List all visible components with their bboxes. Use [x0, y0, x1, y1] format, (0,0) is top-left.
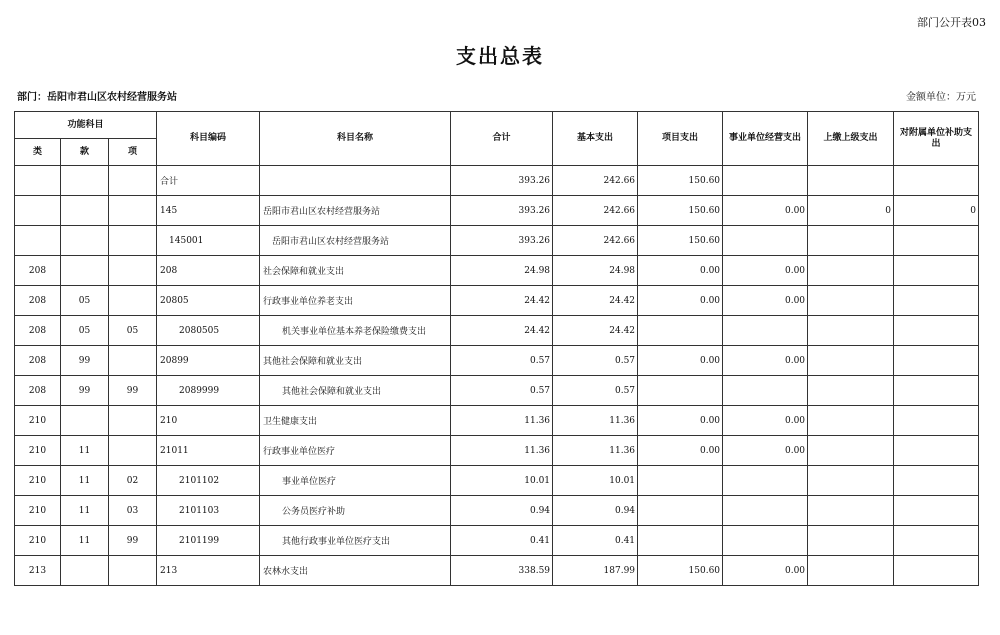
cell-name: 事业单位医疗 [260, 466, 451, 496]
header-lei: 类 [15, 139, 61, 166]
header-kuan: 款 [61, 139, 109, 166]
table-row [15, 226, 979, 256]
cell-code: 21011 [157, 436, 260, 466]
cell-kuan [61, 406, 109, 436]
cell-business [723, 226, 808, 256]
cell-lei: 210 [15, 406, 61, 436]
cell-basic: 11.36 [553, 436, 638, 466]
cell-xiang [109, 436, 157, 466]
cell-xiang [109, 406, 157, 436]
table-row [15, 466, 979, 496]
cell-basic: 0.57 [553, 346, 638, 376]
cell-lei: 208 [15, 316, 61, 346]
cell-total: 0.57 [451, 376, 553, 406]
cell-name: 卫生健康支出 [260, 406, 451, 436]
cell-subsidy: 0 [894, 196, 979, 226]
cell-code: 145001 [157, 226, 260, 256]
cell-upper [808, 346, 894, 376]
cell-xiang: 03 [109, 496, 157, 526]
cell-business [723, 496, 808, 526]
cell-xiang: 99 [109, 526, 157, 556]
cell-subsidy [894, 496, 979, 526]
cell-kuan: 05 [61, 286, 109, 316]
cell-name: 行政事业单位医疗 [260, 436, 451, 466]
cell-subsidy [894, 466, 979, 496]
cell-project [638, 316, 723, 346]
header-code: 科目编码 [157, 112, 260, 166]
cell-kuan [61, 256, 109, 286]
cell-code: 2101102 [157, 466, 260, 496]
cell-total: 24.98 [451, 256, 553, 286]
table-row [15, 196, 979, 226]
cell-business [723, 466, 808, 496]
cell-subsidy [894, 436, 979, 466]
cell-total: 393.26 [451, 196, 553, 226]
cell-basic: 24.42 [553, 286, 638, 316]
cell-xiang [109, 256, 157, 286]
cell-lei: 210 [15, 496, 61, 526]
cell-business: 0.00 [723, 286, 808, 316]
cell-name: 其他社会保障和就业支出 [260, 346, 451, 376]
cell-business: 0.00 [723, 256, 808, 286]
cell-upper [808, 256, 894, 286]
cell-name: 农林水支出 [260, 556, 451, 586]
header-upper: 上缴上级支出 [808, 112, 894, 166]
cell-code: 145 [157, 196, 260, 226]
cell-name: 公务员医疗补助 [260, 496, 451, 526]
amount-unit-label: 金额单位：万元 [906, 92, 976, 103]
cell-basic: 11.36 [553, 406, 638, 436]
cell-lei: 210 [15, 466, 61, 496]
cell-total: 0.94 [451, 496, 553, 526]
cell-upper [808, 556, 894, 586]
table-row [15, 406, 979, 436]
cell-business: 0.00 [723, 406, 808, 436]
cell-kuan: 11 [61, 466, 109, 496]
cell-name: 其他社会保障和就业支出 [260, 376, 451, 406]
cell-name [260, 166, 451, 196]
cell-kuan: 99 [61, 376, 109, 406]
cell-kuan: 05 [61, 316, 109, 346]
cell-upper: 0 [808, 196, 894, 226]
table-row [15, 436, 979, 466]
cell-subsidy [894, 526, 979, 556]
cell-lei: 208 [15, 346, 61, 376]
cell-project: 0.00 [638, 286, 723, 316]
cell-upper [808, 406, 894, 436]
cell-subsidy [894, 406, 979, 436]
cell-lei: 208 [15, 256, 61, 286]
cell-upper [808, 376, 894, 406]
cell-lei [15, 196, 61, 226]
cell-xiang [109, 226, 157, 256]
cell-code: 合计 [157, 166, 260, 196]
cell-upper [808, 466, 894, 496]
cell-xiang [109, 196, 157, 226]
cell-kuan [61, 226, 109, 256]
cell-kuan: 11 [61, 436, 109, 466]
cell-upper [808, 526, 894, 556]
cell-basic: 242.66 [553, 166, 638, 196]
cell-upper [808, 496, 894, 526]
cell-xiang [109, 556, 157, 586]
table-row [15, 556, 979, 586]
cell-lei: 208 [15, 286, 61, 316]
cell-business [723, 316, 808, 346]
cell-name: 其他行政事业单位医疗支出 [260, 526, 451, 556]
cell-basic: 0.41 [553, 526, 638, 556]
cell-basic: 10.01 [553, 466, 638, 496]
cell-upper [808, 166, 894, 196]
cell-upper [808, 226, 894, 256]
cell-name: 岳阳市君山区农村经营服务站 [260, 226, 451, 256]
cell-project: 0.00 [638, 256, 723, 286]
header-name: 科目名称 [260, 112, 451, 166]
cell-xiang [109, 346, 157, 376]
cell-basic: 24.42 [553, 316, 638, 346]
cell-project [638, 376, 723, 406]
cell-total: 11.36 [451, 436, 553, 466]
cell-project [638, 526, 723, 556]
cell-lei: 210 [15, 436, 61, 466]
cell-total: 338.59 [451, 556, 553, 586]
table-row [15, 376, 979, 406]
cell-basic: 24.98 [553, 256, 638, 286]
cell-business: 0.00 [723, 556, 808, 586]
header-subsidy: 对附属单位补助支出 [894, 112, 979, 166]
cell-subsidy [894, 346, 979, 376]
page-title: 支出总表 [456, 44, 544, 68]
cell-kuan [61, 556, 109, 586]
cell-xiang [109, 286, 157, 316]
cell-subsidy [894, 226, 979, 256]
header-business: 事业单位经营支出 [723, 112, 808, 166]
cell-code: 213 [157, 556, 260, 586]
cell-lei: 213 [15, 556, 61, 586]
cell-kuan: 99 [61, 346, 109, 376]
cell-project: 150.60 [638, 226, 723, 256]
cell-business [723, 376, 808, 406]
cell-name: 社会保障和就业支出 [260, 256, 451, 286]
cell-subsidy [894, 256, 979, 286]
header-func-subject: 功能科目 [15, 112, 157, 139]
cell-basic: 187.99 [553, 556, 638, 586]
cell-lei [15, 166, 61, 196]
cell-lei: 208 [15, 376, 61, 406]
cell-code: 2089999 [157, 376, 260, 406]
cell-xiang: 99 [109, 376, 157, 406]
cell-lei [15, 226, 61, 256]
cell-code: 2101199 [157, 526, 260, 556]
cell-total: 11.36 [451, 406, 553, 436]
cell-project: 0.00 [638, 346, 723, 376]
cell-kuan: 11 [61, 496, 109, 526]
table-row [15, 286, 979, 316]
cell-project: 150.60 [638, 196, 723, 226]
cell-xiang: 02 [109, 466, 157, 496]
table-row [15, 526, 979, 556]
cell-subsidy [894, 316, 979, 346]
table-row [15, 496, 979, 526]
cell-kuan [61, 166, 109, 196]
header-basic: 基本支出 [553, 112, 638, 166]
cell-lei: 210 [15, 526, 61, 556]
cell-code: 2101103 [157, 496, 260, 526]
cell-code: 208 [157, 256, 260, 286]
cell-xiang [109, 166, 157, 196]
cell-project: 0.00 [638, 436, 723, 466]
table-row [15, 316, 979, 346]
cell-total: 393.26 [451, 226, 553, 256]
cell-code: 20899 [157, 346, 260, 376]
cell-xiang: 05 [109, 316, 157, 346]
cell-total: 0.41 [451, 526, 553, 556]
cell-name: 行政事业单位养老支出 [260, 286, 451, 316]
cell-total: 24.42 [451, 286, 553, 316]
cell-code: 2080505 [157, 316, 260, 346]
cell-subsidy [894, 166, 979, 196]
cell-total: 0.57 [451, 346, 553, 376]
cell-project: 0.00 [638, 406, 723, 436]
cell-business: 0.00 [723, 196, 808, 226]
cell-basic: 0.94 [553, 496, 638, 526]
form-number: 部门公开表03 [917, 16, 986, 29]
table-row [15, 346, 979, 376]
header-project: 项目支出 [638, 112, 723, 166]
cell-basic: 242.66 [553, 196, 638, 226]
cell-kuan [61, 196, 109, 226]
cell-total: 10.01 [451, 466, 553, 496]
cell-total: 393.26 [451, 166, 553, 196]
cell-upper [808, 316, 894, 346]
cell-total: 24.42 [451, 316, 553, 346]
cell-subsidy [894, 286, 979, 316]
cell-project [638, 496, 723, 526]
cell-basic: 242.66 [553, 226, 638, 256]
cell-project: 150.60 [638, 556, 723, 586]
cell-business [723, 166, 808, 196]
cell-business: 0.00 [723, 436, 808, 466]
cell-upper [808, 436, 894, 466]
cell-code: 20805 [157, 286, 260, 316]
cell-name: 岳阳市君山区农村经营服务站 [260, 196, 451, 226]
cell-upper [808, 286, 894, 316]
cell-code: 210 [157, 406, 260, 436]
table-row [15, 166, 979, 196]
cell-business [723, 526, 808, 556]
cell-subsidy [894, 376, 979, 406]
header-xiang: 项 [109, 139, 157, 166]
cell-name: 机关事业单位基本养老保险缴费支出 [260, 316, 451, 346]
cell-project: 150.60 [638, 166, 723, 196]
cell-project [638, 466, 723, 496]
cell-kuan: 11 [61, 526, 109, 556]
expenditure-table [14, 111, 979, 586]
department-label: 部门：岳阳市君山区农村经营服务站 [17, 92, 177, 103]
header-total: 合计 [451, 112, 553, 166]
table-row [15, 256, 979, 286]
cell-subsidy [894, 556, 979, 586]
cell-basic: 0.57 [553, 376, 638, 406]
cell-business: 0.00 [723, 346, 808, 376]
